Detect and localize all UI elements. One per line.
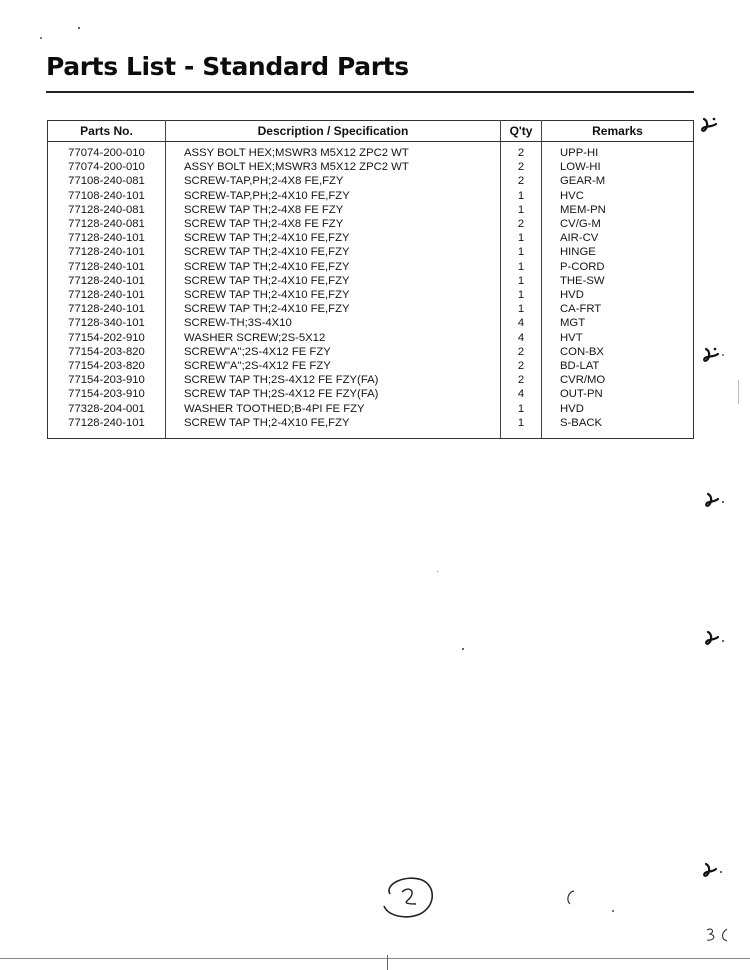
quantity-cell: 1 bbox=[501, 203, 542, 217]
remarks-cell: OUT-PN bbox=[560, 388, 603, 401]
part-number-cell: 77128-240-101 bbox=[48, 416, 166, 439]
description-cell: ASSY BOLT HEX;MSWR3 M5X12 ZPC2 WT bbox=[166, 160, 501, 174]
quantity-cell: 2 bbox=[501, 359, 542, 373]
description-cell: SCREW TAP TH;2S-4X12 FE FZY(FA) bbox=[166, 387, 501, 401]
remarks-cell: HVC bbox=[560, 189, 584, 202]
part-number-cell: 77154-203-910 bbox=[48, 387, 166, 401]
remarks-cell: S-BACK bbox=[560, 416, 603, 429]
part-number-cell: 77154-203-820 bbox=[48, 359, 166, 373]
remarks-cell: P-CORD bbox=[560, 260, 605, 273]
description-cell: SCREW-TH;3S-4X10 bbox=[166, 316, 501, 330]
remarks-cell: AIR-CV bbox=[560, 232, 599, 245]
quantity-cell: 2 bbox=[501, 373, 542, 387]
title-underline bbox=[46, 91, 694, 93]
page-title: Parts List - Standard Parts bbox=[46, 52, 409, 81]
remarks-cell: MEM-PN bbox=[560, 203, 606, 216]
binder-hole-icon bbox=[702, 628, 728, 650]
part-number-cell: 77108-240-081 bbox=[48, 174, 166, 188]
column-header-qty: Q'ty bbox=[501, 121, 542, 142]
column-header-description: Description / Specification bbox=[166, 121, 501, 142]
quantity-cell: 1 bbox=[501, 288, 542, 302]
parts-table bbox=[47, 120, 694, 439]
page-center-tick bbox=[387, 955, 388, 970]
remarks-cell: CA-FRT bbox=[560, 303, 602, 316]
remarks-cell: LOW-HI bbox=[560, 161, 601, 174]
table-row bbox=[48, 331, 694, 345]
part-number-cell: 77154-203-820 bbox=[48, 345, 166, 359]
table-row bbox=[48, 231, 694, 245]
table-row bbox=[48, 345, 694, 359]
description-cell: SCREW TAP TH;2-4X8 FE FZY bbox=[166, 217, 501, 231]
part-number-cell: 77108-240-101 bbox=[48, 189, 166, 203]
part-number-cell: 77074-200-010 bbox=[48, 160, 166, 174]
table-row bbox=[48, 189, 694, 203]
remarks-cell: CVR/MO bbox=[560, 374, 606, 387]
speck bbox=[78, 27, 80, 29]
table-row bbox=[48, 373, 694, 387]
remarks-cell: MGT bbox=[560, 317, 586, 330]
table-row bbox=[48, 402, 694, 416]
quantity-cell: 2 bbox=[501, 174, 542, 188]
speck bbox=[738, 380, 739, 404]
remarks-cell: HVT bbox=[560, 331, 583, 344]
circled-number-handwriting bbox=[378, 872, 440, 922]
part-number-cell: 77328-204-001 bbox=[48, 402, 166, 416]
description-cell: SCREW TAP TH;2-4X10 FE,FZY bbox=[166, 274, 501, 288]
part-number-cell: 77154-202-910 bbox=[48, 331, 166, 345]
table-body bbox=[48, 142, 694, 439]
table-row bbox=[48, 160, 694, 174]
quantity-cell: 1 bbox=[501, 245, 542, 259]
description-cell: SCREW-TAP,PH;2-4X8 FE,FZY bbox=[166, 174, 501, 188]
binder-hole-icon bbox=[702, 490, 728, 512]
quantity-cell: 1 bbox=[501, 302, 542, 316]
description-cell: SCREW TAP TH;2-4X10 FE,FZY bbox=[166, 231, 501, 245]
remarks-cell: BD-LAT bbox=[560, 360, 600, 373]
description-cell: SCREW TAP TH;2S-4X12 FE FZY(FA) bbox=[166, 373, 501, 387]
table-header-row bbox=[48, 121, 694, 142]
quantity-cell: 1 bbox=[501, 189, 542, 203]
description-cell: WASHER TOOTHED;B-4PI FE FZY bbox=[166, 402, 501, 416]
part-number-cell: 77128-240-101 bbox=[48, 274, 166, 288]
table-row bbox=[48, 288, 694, 302]
remarks-cell: GEAR-M bbox=[560, 175, 606, 188]
part-number-cell: 77128-240-101 bbox=[48, 288, 166, 302]
description-cell: SCREW"A";2S-4X12 FE FZY bbox=[166, 359, 501, 373]
quantity-cell: 4 bbox=[501, 316, 542, 330]
remarks-cell: HVD bbox=[560, 402, 584, 415]
part-number-cell: 77128-240-101 bbox=[48, 302, 166, 316]
part-number-cell: 77074-200-010 bbox=[48, 142, 166, 161]
table-row bbox=[48, 274, 694, 288]
speck bbox=[462, 648, 464, 650]
table-row bbox=[48, 245, 694, 259]
quantity-cell: 2 bbox=[501, 142, 542, 161]
speck bbox=[612, 910, 614, 912]
description-cell: SCREW TAP TH;2-4X8 FE FZY bbox=[166, 203, 501, 217]
remarks-cell: HINGE bbox=[560, 246, 596, 259]
quantity-cell: 2 bbox=[501, 345, 542, 359]
page-bottom-edge bbox=[0, 958, 750, 959]
remarks-cell: CON-BX bbox=[560, 345, 604, 358]
binder-hole-icon bbox=[700, 860, 726, 882]
column-header-remarks: Remarks bbox=[542, 121, 694, 142]
quantity-cell: 1 bbox=[501, 416, 542, 439]
binder-hole-icon bbox=[700, 345, 726, 369]
part-number-cell: 77128-240-101 bbox=[48, 245, 166, 259]
quantity-cell: 2 bbox=[501, 217, 542, 231]
quantity-cell: 1 bbox=[501, 402, 542, 416]
description-cell: SCREW"A";2S-4X12 FE FZY bbox=[166, 345, 501, 359]
remarks-cell: HVD bbox=[560, 289, 584, 302]
quantity-cell: 4 bbox=[501, 387, 542, 401]
part-number-cell: 77128-240-081 bbox=[48, 203, 166, 217]
part-number-cell: 77128-240-101 bbox=[48, 260, 166, 274]
table-row bbox=[48, 142, 694, 161]
part-number-cell: 77154-203-910 bbox=[48, 373, 166, 387]
description-cell: SCREW TAP TH;2-4X10 FE,FZY bbox=[166, 302, 501, 316]
table-row bbox=[48, 302, 694, 316]
description-cell: ASSY BOLT HEX;MSWR3 M5X12 ZPC2 WT bbox=[166, 142, 501, 161]
speck bbox=[40, 37, 42, 39]
table-row bbox=[48, 260, 694, 274]
part-number-cell: 77128-340-101 bbox=[48, 316, 166, 330]
quantity-cell: 1 bbox=[501, 231, 542, 245]
description-cell: SCREW TAP TH;2-4X10 FE,FZY bbox=[166, 245, 501, 259]
speck bbox=[437, 571, 438, 572]
part-number-cell: 77128-240-101 bbox=[48, 231, 166, 245]
table-row bbox=[48, 174, 694, 188]
description-cell: SCREW TAP TH;2-4X10 FE,FZY bbox=[166, 416, 501, 439]
part-number-cell: 77128-240-081 bbox=[48, 217, 166, 231]
handwritten-mark bbox=[560, 888, 580, 908]
table-row bbox=[48, 217, 694, 231]
quantity-cell: 1 bbox=[501, 260, 542, 274]
remarks-cell: THE-SW bbox=[560, 274, 605, 287]
quantity-cell: 4 bbox=[501, 331, 542, 345]
table-row bbox=[48, 203, 694, 217]
handwritten-page-number bbox=[703, 925, 737, 945]
table-row bbox=[48, 359, 694, 373]
description-cell: SCREW-TAP,PH;2-4X10 FE,FZY bbox=[166, 189, 501, 203]
description-cell: SCREW TAP TH;2-4X10 FE,FZY bbox=[166, 288, 501, 302]
binder-hole-icon bbox=[698, 115, 720, 137]
table-row bbox=[48, 416, 694, 439]
table-row bbox=[48, 316, 694, 330]
description-cell: WASHER SCREW;2S-5X12 bbox=[166, 331, 501, 345]
quantity-cell: 2 bbox=[501, 160, 542, 174]
description-cell: SCREW TAP TH;2-4X10 FE,FZY bbox=[166, 260, 501, 274]
table-row bbox=[48, 387, 694, 401]
remarks-cell: UPP-HI bbox=[560, 147, 599, 159]
column-header-parts-no: Parts No. bbox=[48, 121, 166, 142]
remarks-cell: CV/G-M bbox=[560, 218, 601, 231]
quantity-cell: 1 bbox=[501, 274, 542, 288]
